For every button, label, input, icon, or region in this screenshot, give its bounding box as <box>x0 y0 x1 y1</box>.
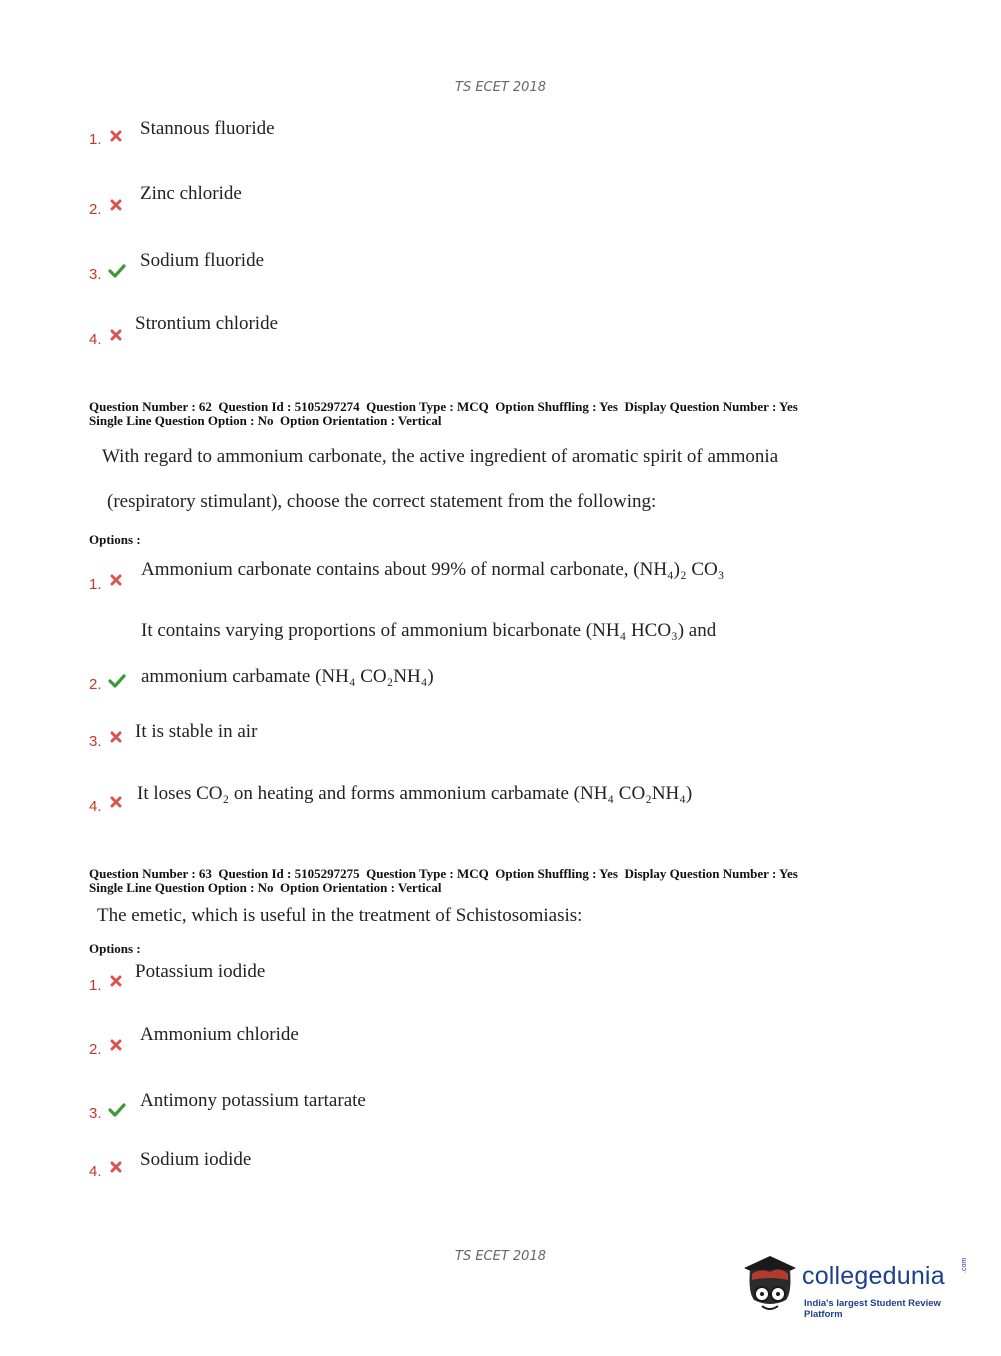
option-text: Zinc chloride <box>140 183 242 204</box>
check-icon <box>108 674 124 690</box>
options-label: Options : <box>89 941 141 956</box>
page-header: TS ECET 2018 <box>455 80 546 95</box>
option-number: 1. <box>89 131 102 148</box>
option-number: 1. <box>89 576 102 593</box>
cross-icon <box>110 329 126 345</box>
question-meta: Question Number : 63 Question Id : 5105297275 Question Type : MCQ Option Shuffling : Yes Display Question Number : Yes <box>89 866 798 881</box>
check-icon <box>108 1103 124 1119</box>
check-icon <box>108 264 124 280</box>
question-text: With regard to ammonium carbonate, the active ingredient of aromatic spirit of ammonia <box>102 446 779 467</box>
options-label: Options : <box>89 532 141 547</box>
option-text: ammonium carbamate (NH₄ CO₂NH₄) <box>141 666 434 687</box>
option-number: 4. <box>89 798 102 815</box>
cross-icon <box>110 796 126 812</box>
option-text: It is stable in air <box>135 721 258 742</box>
option-number: 4. <box>89 1163 102 1180</box>
cross-icon <box>110 1039 126 1055</box>
page-footer: TS ECET 2018 <box>455 1249 546 1264</box>
option-text: Ammonium chloride <box>140 1024 299 1045</box>
option-number: 1. <box>89 977 102 994</box>
option-text: Ammonium carbonate contains about 99% of normal carbonate, (NH₄)₂ CO₃ <box>141 559 725 580</box>
option-text: Sodium iodide <box>140 1149 252 1170</box>
option-text: Potassium iodide <box>135 961 266 982</box>
logo-name: collegedunia <box>802 1262 945 1290</box>
logo-tagline: India's largest Student Review Platform <box>804 1298 941 1320</box>
cross-icon <box>110 731 126 747</box>
option-text: Antimony potassium tartarate <box>140 1090 366 1111</box>
cross-icon <box>110 130 126 146</box>
option-text: Stannous fluoride <box>140 118 275 139</box>
mascot-icon <box>740 1250 802 1316</box>
option-text: Strontium chloride <box>135 313 279 334</box>
cross-icon <box>110 975 126 991</box>
question-meta: Single Line Question Option : No Option Orientation : Vertical <box>89 880 442 895</box>
logo-suffix: .com <box>961 1257 968 1273</box>
question-text: (respiratory stimulant), choose the correct statement from the following: <box>107 491 657 512</box>
option-text: Sodium fluoride <box>140 250 265 271</box>
option-number: 4. <box>89 331 102 348</box>
question-meta: Single Line Question Option : No Option Orientation : Vertical <box>89 413 442 428</box>
cross-icon <box>110 574 126 590</box>
option-number: 2. <box>89 676 102 693</box>
option-text: It contains varying proportions of ammonium bicarbonate (NH₄ HCO₃) and <box>141 620 717 641</box>
collegedunia-logo <box>740 1248 980 1318</box>
option-text: It loses CO₂ on heating and forms ammonium carbamate (NH₄ CO₂NH₄) <box>137 783 693 804</box>
option-number: 3. <box>89 1105 102 1122</box>
question-text: The emetic, which is useful in the treatment of Schistosomiasis: <box>97 905 583 926</box>
cross-icon <box>110 1161 126 1177</box>
question-meta: Question Number : 62 Question Id : 5105297274 Question Type : MCQ Option Shuffling : Yes Display Question Number : Yes <box>89 399 798 414</box>
option-number: 2. <box>89 201 102 218</box>
option-number: 3. <box>89 266 102 283</box>
option-number: 3. <box>89 733 102 750</box>
option-number: 2. <box>89 1041 102 1058</box>
cross-icon <box>110 199 126 215</box>
